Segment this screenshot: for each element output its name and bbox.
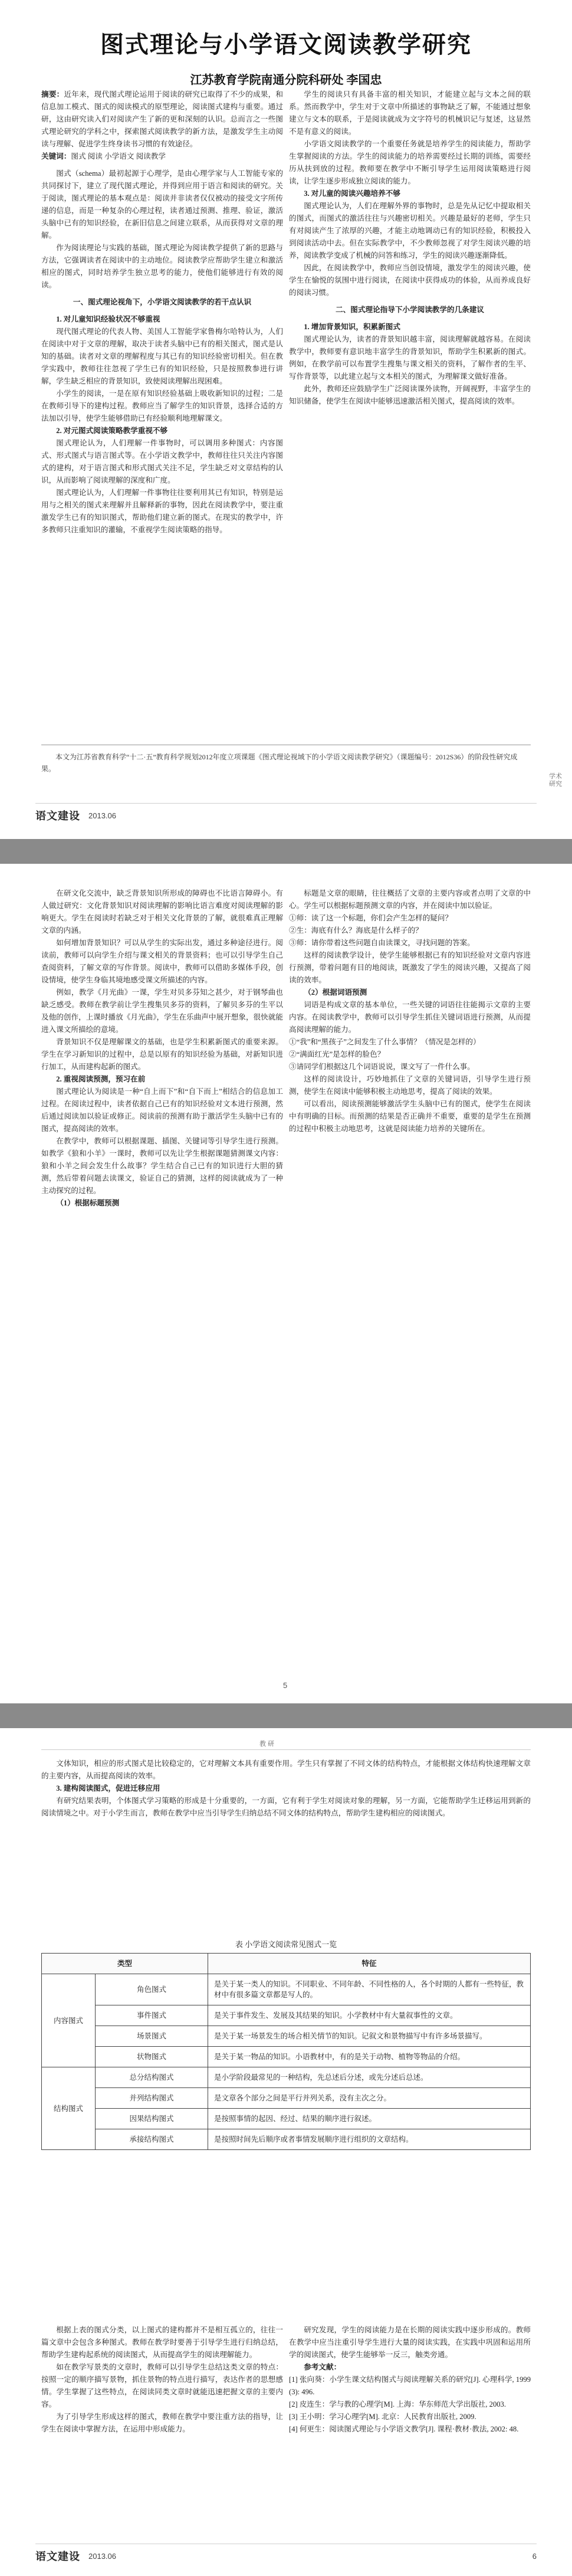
paragraph: 在教学中，教师可以根据课题、插图、关键词等引导学生进行预测。如教学《狼和小羊》一课时，教师可以先让学生根据课题猜测课文内容：狼和小羊之间会发生什么故事？学生结合自己已有的知识进行大胆的猜测，然后带着问题去读课文，验证自己的猜测，这样的阅读就成为了一种主动探究的过程。 [41,1137,283,1195]
page3-intro-body [41,1758,531,1929]
table-row [42,2047,531,2067]
table-cell-feature: 是按照时间先后顺序或者事情发展顺序进行组织的文章结构。 [208,2129,531,2150]
page3-col-left [41,2324,283,2536]
table-row [42,2088,531,2109]
table-cell-feature: 是文章各个部分之间是平行并列关系，没有主次之分。 [208,2088,531,2109]
table-row [42,1974,531,2005]
table-row [42,2067,531,2088]
journal-logo: 语文建设 [35,810,80,822]
paragraph: 词语是构成文章的基本单位，一些关键的词语往往能揭示文章的主要内容。在阅读教学中，教师可以引导学生抓住关键词语进行预测，从而提高阅读理解的能力。 [289,1001,531,1034]
paragraph: 根据上表的图式分类，以上图式的建构都并不是相互孤立的，往往一篇文章中会包含多种图式。教师在教学时要善于引导学生进行归纳总结，帮助学生建构起系统的阅读图式，从而提高学生的阅读理解能力。 [41,2326,283,2359]
paragraph: 背景知识不仅是理解课文的基础，也是学生积累新图式的重要来源。学生在学习新知识的过程中，总是以原有的知识经验为基础，对新知识进行加工，从而建构起新的图式。 [41,1038,283,1071]
table-header-type: 类型 [42,1954,208,1974]
paragraph: [3] 王小明：学习心理学[M]. 北京：人民教育出版社, 2009. [289,2413,476,2421]
paragraph: 此外，教师还应鼓励学生广泛阅读课外读物，开阔视野，丰富学生的知识储备，使学生在阅读中能够迅速激活相关图式，提高阅读的效率。 [289,385,531,405]
paragraph: 这样的阅读教学设计，使学生能够根据已有的知识经验对文章内容进行预测，带着问题有目的地阅读，既激发了学生的阅读兴趣，又提高了阅读的效率。 [289,951,531,984]
table-row [42,2005,531,2026]
page3-intro-list [41,1758,531,1820]
paragraph: 学生的阅读只有具备丰富的相关知识，才能建立起与文本之间的联系。然而教学中，学生对于文章中所描述的事物缺乏了解，不能通过想象建立与文本的联系，于是阅读就成为文字符号的机械识记与复述，这显然不是有意义的阅读。 [289,90,531,136]
section-heading: 一、图式理论视角下，小学语文阅读教学的若干点认识 [73,298,252,306]
table-row [42,2109,531,2129]
page3-columns [41,2324,531,2536]
subsection-heading: （1）根据标题预测 [56,1199,120,1207]
page2-col1-body [41,887,283,1210]
section-heading: 二、图式理论指导下小学阅读教学的几条建议 [336,306,484,314]
table-header-feature: 特征 [208,1954,531,1974]
page-2 [0,864,572,1703]
paragraph: ①“我”和“黑孩子”之间发生了什么事情？（情况是怎样的） [289,1038,481,1046]
paragraph: 可以看出，阅读预测能够激活学生头脑中已有的图式，使学生在阅读中有明确的目标。而预测的结果是否正确并不重要，重要的是学生在预测的过程中积极主动地思考，这就是阅读能力培养的关键所在。 [289,1100,531,1133]
table-cell-subtype: 并列结构图式 [96,2088,208,2109]
table-cell-feature: 是按照事情的起因、经过、结果的顺序进行叙述。 [208,2109,531,2129]
page3-col2-body [289,2324,531,2436]
paragraph: [1] 张向葵：小学生课文结构图式与阅读理解关系的研究[J]. 心理科学, 1999 (3): 496. [289,2375,531,2396]
paragraph: 文体知识，相应的形式图式是比较稳定的，它对理解文本具有重要作用。学生只有掌握了不同文体的结构特点，才能根据文体结构快速理解文章的主要内容，从而提高阅读的效率。 [41,1759,531,1780]
table-caption: 表 小学语文阅读常见图式一览 [235,1940,337,1949]
schema-table-wrap [41,1935,531,2150]
table-cell-subtype: 因果结构图式 [96,2109,208,2129]
paragraph: 如在教学写景类的文章时，教师可以引导学生总结这类文章的特点：按照一定的顺序描写景物，抓住景物的特点进行描写，表达作者的思想感情。学生掌握了这些特点，在阅读同类文章时就能迅速把握文章的主要内容。 [41,2363,283,2408]
paragraph: ①师：读了这一个标题，你们会产生怎样的疑问？ [289,914,453,922]
keywords-label: 关键词： [41,152,71,160]
table-cell-feature: 是关于事件发生、发展及其结果的知识。小学教材中有大量叙事性的文章。 [208,2005,531,2026]
page-number: 6 [532,2551,537,2561]
page-number: 5 [283,1681,288,1690]
paragraph: 图式理论认为阅读是一种“自上而下”和“自下而上”相结合的信息加工过程。在阅读过程中，读者依据自己已有的知识经验对文本进行预测，然后通过阅读加以验证或修正。阅读前的预测有助于激活学生头脑中已有的图式，提高阅读的效率。 [41,1087,283,1133]
article-title: 图式理论与小学语文阅读教学研究 [100,31,472,58]
paragraph: 图式理论认为，人们理解一件事物往往要利用其已有知识，特别是运用与之相关的图式来理解并且解释新的事物，因此在阅读教学中，要注重激发学生已有的知识图式，帮助他们建立新的图式。在现实的教学中，许多教师只注重知识的灌输，不重视学生阅读策略的指导。 [41,489,283,534]
subsection-heading: 3. 建构阅读图式，促进迁移应用 [56,1784,160,1792]
page2-col-right [289,887,531,1666]
schema-table [41,1953,531,2150]
table-cell-subtype: 承接结构图式 [96,2129,208,2150]
table-cell-category: 结构图式 [42,2067,96,2150]
paragraph: 现代图式理论的代表人物、美国人工智能学家鲁梅尔哈特认为，人们在阅读中对于文章的理解，取决于读者头脑中已有的相关图式，图式是认知的基础。读者对文章的理解程度与其已有的知识经验密切相关。但在教学实践中，教师往往忽视了学生已有的知识经验，只是按照教参进行讲解，学生缺乏相应的背景知识，致使阅读理解出现困难。 [41,327,283,385]
abstract-text: 近年来，现代图式理论运用于阅读的研究已取得了不少的成果，和信息加工模式、图式的阅读模式的原型理论，阅读图式建构与重要。通过研，这由研究读入们对阅读产生了新的更和深刻的认识。总而言之一些图式理论研究的学科之中，探索图式阅读教学的新方法，是激发学生主动阅读与理解、促进学生终身读书习惯的有效途径。 [41,90,283,148]
paragraph: 如何增加背景知识？可以从学生的实际出发，通过多种途径进行。阅读前，教师可以向学生介绍与课文相关的背景资料；也可以引导学生自己查阅资料，了解文章的写作背景。阅读中，教师可以借助多媒体手段，创设情境，使学生身临其境地感受课文所描述的内容。 [41,939,283,984]
table-cell-subtype: 角色图式 [96,1974,208,2005]
paragraph: 图式（schema）最初起源于心理学，是由心理学家与人工智能专家的共同探讨下，建立了现代图式理论，并得到应用于语言和阅读的研究。关于阅读，图式理论的基本观点是：阅读并非读者仅仅被动的接受文字所传递的信息，而是一种复杂的心理过程，读者通过预测、推理、验证，激活头脑中已有的知识经验，在新旧信息之间建立联系，从而获得对文章的理解。 [41,169,283,240]
paragraph: 有研究结果表明，个体图式学习策略的形成是十分重要的，一方面，它有利于学生对阅读对象的理解，另一方面，它能帮助学生迁移运用到新的阅读情境之中。对于小学生而言，教师在教学中应当引导学生归纳总结不同文体的结构特点，帮助学生建构相应的阅读图式。 [41,1797,531,1817]
abstract [41,89,283,150]
paragraph: 小学语文阅读教学的一个重要任务就是培养学生的阅读能力，帮助学生掌握阅读的方法。学生的阅读能力的培养需要经过长期的训练，需要经历从扶到放的过程。教师要在教学中不断引导学生运用阅读策略进行阅读，让学生逐步形成独立阅读的能力。 [289,140,531,185]
paragraph: 这样的阅读设计，巧妙地抓住了文章的关键词语，引导学生进行预测，使学生在阅读中能够积极主动地思考，提高了阅读的效果。 [289,1075,531,1096]
page2-columns [41,887,531,1666]
page-3 [0,1728,572,2576]
page1-footer [35,803,537,827]
section-head-mark: 教 研 [259,1741,275,1748]
paragraph: 作为阅读理论与实践的基础，图式理论为阅读教学提供了新的思路与方法，它强调读者在阅读中的主动地位。阅读教学应帮助学生建立和激活相应的图式，同时培养学生独立思考的能力，使他们能够进行有效的阅读。 [41,244,283,289]
subsection-heading: 2. 重视阅读预测，预习在前 [56,1075,146,1083]
paragraph: 小学生的阅读，一是在原有知识经验基础上吸收新知识的过程；二是在教师引导下的建构过程。教师应当了解学生的知识背景，选择合适的方法加以引导，使学生能够借助已有经验顺利地理解课文。 [41,389,283,422]
paragraph: ②生：海底有什么？海底是什么样子的？ [289,926,423,935]
side-tag: 学术研究 [549,773,562,788]
paragraph: ③请同学们根据这几个词语说说，课文写了一件什么事。 [289,1063,475,1071]
paragraph: 为了引导学生形成这样的图式，教师在教学中要注重方法的指导，让学生在阅读中掌握方法，在运用中形成能力。 [41,2413,283,2433]
paragraph: [2] 皮连生：学与教的心理学[M]. 上海：华东师范大学出版社, 2003. [289,2400,507,2408]
article-author: 江苏教育学院南通分院科研处 李国忠 [190,74,382,87]
table-cell-subtype: 总分结构图式 [96,2067,208,2088]
paragraph: [4] 何更生：阅读图式理论与小学语文教学[J]. 课程·教材·教法, 2002: 48. [289,2425,519,2433]
page2-col-left [41,887,283,1666]
page1-col1-body [41,168,283,536]
page1-col-right [289,89,531,738]
subsection-heading: 1. 增加背景知识，积累新图式 [304,323,400,331]
page3-col1-body [41,2324,283,2436]
paragraph: ②“满面红光”是怎样的脸色？ [289,1050,385,1058]
paragraph: 在研文化交流中，缺乏背景知识所形成的障碍也不比语言障碍小。有人做过研究：文化背景知识对阅读理解的影响比语言难度对阅读理解的影响更大。学生在阅读时若缺乏对于相关文化背景的了解，就很难真正理解文章的内涵。 [41,889,283,935]
table-header-row [42,1954,531,1974]
table-cell-feature: 是关于某一场景发生的场合相关情节的知识。记叙文和景物描写中有许多场景描写。 [208,2026,531,2047]
issue-date: 2013.06 [88,2551,116,2561]
keywords-text: 图式 阅读 小学语文 阅读教学 [71,152,166,160]
paragraph: 例如，教学《月光曲》一课，学生对贝多芬知之甚少，对于钢琴曲也缺乏感受。教师在教学前让学生搜集贝多芬的资料，了解贝多芬的生平以及他的创作，上课时播放《月光曲》，学生在乐曲声中展开想象，很快就能进入课文所描绘的意境。 [41,988,283,1034]
table-cell-category: 内容图式 [42,1974,96,2067]
table-body [42,1974,531,2150]
paragraph: 图式理论认为，读者的背景知识越丰富，阅读理解就越容易。在阅读教学中，教师要有意识地丰富学生的背景知识，帮助学生积累新的图式。例如，在教学前可以布置学生搜集与课文相关的资料，了解作者的生平、写作背景等，以此建立起与文本相关的图式，为理解课文做好准备。 [289,335,531,381]
paragraph: 标题是文章的眼睛，往往概括了文章的主要内容或者点明了文章的中心。学生可以根据标题预测文章的内容，并在阅读中加以验证。 [289,889,531,910]
page3-col-right [289,2324,531,2536]
page3-footer [35,2544,537,2568]
paragraph: 因此，在阅读教学中，教师应当创设情境，激发学生的阅读兴趣，使学生在愉悦的氛围中进行阅读，在阅读中获得成功的体验，从而养成良好的阅读习惯。 [289,264,531,297]
table-cell-feature: 是小学阶段最常见的一种结构，先总述后分述，或先分述后总述。 [208,2067,531,2088]
abstract-label: 摘要： [41,90,64,99]
journal-logo: 语文建设 [35,2551,80,2563]
table-row [42,2026,531,2047]
subsection-heading: 参考文献： [304,2363,341,2371]
page3-intro [41,1758,531,1929]
keywords [41,150,283,163]
funding-note: 本文为江苏省教育科学“十二·五”教育科学规划2012年度立项课题《图式理论视域下的小学语文阅读教学研究》（课题编号：2012S36）的阶段性研究成果。 [41,745,531,775]
subsection-heading: （2）根据词语预测 [304,988,367,997]
table-row [42,2129,531,2150]
page1-col2-body [289,89,531,408]
page1-col-left [41,89,283,738]
paragraph: 研究发现，学生的阅读能力是在长期的阅读实践中逐步形成的。教师在教学中应当注重引导学生进行大量的阅读实践，在实践中巩固和运用所学的阅读图式，使学生能够举一反三，触类旁通。 [289,2326,531,2359]
subsection-heading: 1. 对儿童知识经验状况不够重视 [56,315,160,323]
table-cell-feature: 是关于某一类人的知识。不同职业、不同年龄、不同性格的人，各个时期的人都有一些特征，教材中有很多篇文章都是写人的。 [208,1974,531,2005]
table-cell-subtype: 事件图式 [96,2005,208,2026]
page1-columns [41,89,531,738]
table-cell-subtype: 场景图式 [96,2026,208,2047]
paragraph: 图式理论认为，人们理解一件事物时，可以调用多种图式：内容图式、形式图式与语言图式等。在小学语文教学中，教师往往只关注内容图式的建构，对于语言图式和形式图式关注不足，学生缺乏对文章结构的认识，从而影响了阅读理解的深度和广度。 [41,439,283,484]
issue-date: 2013.06 [88,811,116,820]
paragraph: ③师：请你带着这些问题自由读课文，寻找问题的答案。 [289,939,475,947]
table-cell-subtype: 状物图式 [96,2047,208,2067]
page-1 [0,0,572,839]
header-rule [41,1749,531,1750]
subsection-heading: 2. 对元图式阅读策略教学重视不够 [56,427,168,435]
subsection-heading: 3. 对儿童的阅读兴趣培养不够 [304,189,400,198]
table-cell-feature: 是关于某一物品的知识。小语教材中，有的是关于动物、植物等物品的介绍。 [208,2047,531,2067]
paragraph: 图式理论认为，人们在理解外界的事物时，总是先从记忆中提取相关的图式，而图式的激活往往与兴趣密切相关。兴趣是最好的老师，学生只有对阅读产生了浓厚的兴趣，才能主动地调动已有的知识经验，积极投入到阅读活动中去。但在实际教学中，不少教师忽视了对学生阅读兴趣的培养，阅读教学变成了机械的问答和练习，学生的阅读兴趣逐渐降低。 [289,202,531,260]
page2-col2-body [289,887,531,1135]
